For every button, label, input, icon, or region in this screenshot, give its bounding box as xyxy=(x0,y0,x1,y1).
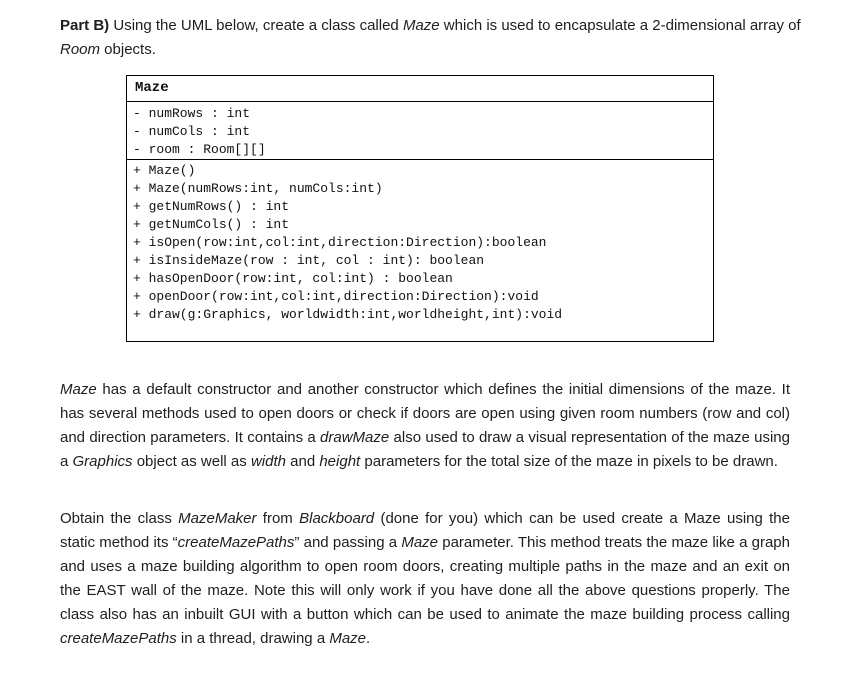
uml-attribute: - room : Room[][] xyxy=(133,142,266,157)
room-type-ref: Room xyxy=(60,41,101,58)
uml-class-diagram xyxy=(126,75,714,342)
uml-method: + getNumRows() : int xyxy=(133,199,290,214)
description-paragraph-1: Maze has a default constructor and another constructor which defines the initial dimensions of the maze. It has several methods used to open doors or check if doors are open using given room numbers (row and col) and direction parameters. It contains a drawMaze also used to draw a visual representation of the maze using a Graphics object as well as width and height parameters for the total size of the maze in pixels to be drawn. xyxy=(60,381,790,470)
uml-method: + hasOpenDoor(row:int, col:int) : boolean xyxy=(133,271,453,286)
maze-class-ref: Maze xyxy=(402,17,440,34)
uml-attributes xyxy=(127,102,713,160)
uml-class-name: Maze xyxy=(127,76,713,102)
uml-method: + isOpen(row:int,col:int,direction:Direction):boolean xyxy=(133,235,547,250)
uml-method: + getNumCols() : int xyxy=(133,217,290,232)
uml-methods xyxy=(127,160,713,324)
uml-method: + openDoor(row:int,col:int,direction:Direction):void xyxy=(133,289,539,304)
uml-method: + isInsideMaze(row : int, col : int): boolean xyxy=(133,253,485,268)
uml-method: + Maze() xyxy=(133,163,196,178)
uml-method: + Maze(numRows:int, numCols:int) xyxy=(133,181,383,196)
uml-method: + draw(g:Graphics, worldwidth:int,worldheight,int):void xyxy=(133,307,563,322)
part-label: Part B) xyxy=(60,17,110,34)
uml-attribute: - numCols : int xyxy=(133,124,251,139)
uml-attribute: - numRows : int xyxy=(133,106,251,121)
question-heading: Part B) Using the UML below, create a class called Maze which is used to encapsulate a 2-dimensional array of Room objects. xyxy=(60,17,801,58)
description-paragraph-2: Obtain the class MazeMaker from Blackboard (done for you) which can be used create a Maze using the static method its “createMazePaths” and passing a Maze parameter. This method treats the maze like a graph and uses a maze building algorithm to open room doors, creating multiple paths in the maze and an exit on the EAST wall of the maze. Note this will only work if you have done all the above questions properly. The class also has an inbuilt GUI with a button which can be used to animate the maze building process calling createMazePaths in a thread, drawing a Maze. xyxy=(60,510,790,647)
